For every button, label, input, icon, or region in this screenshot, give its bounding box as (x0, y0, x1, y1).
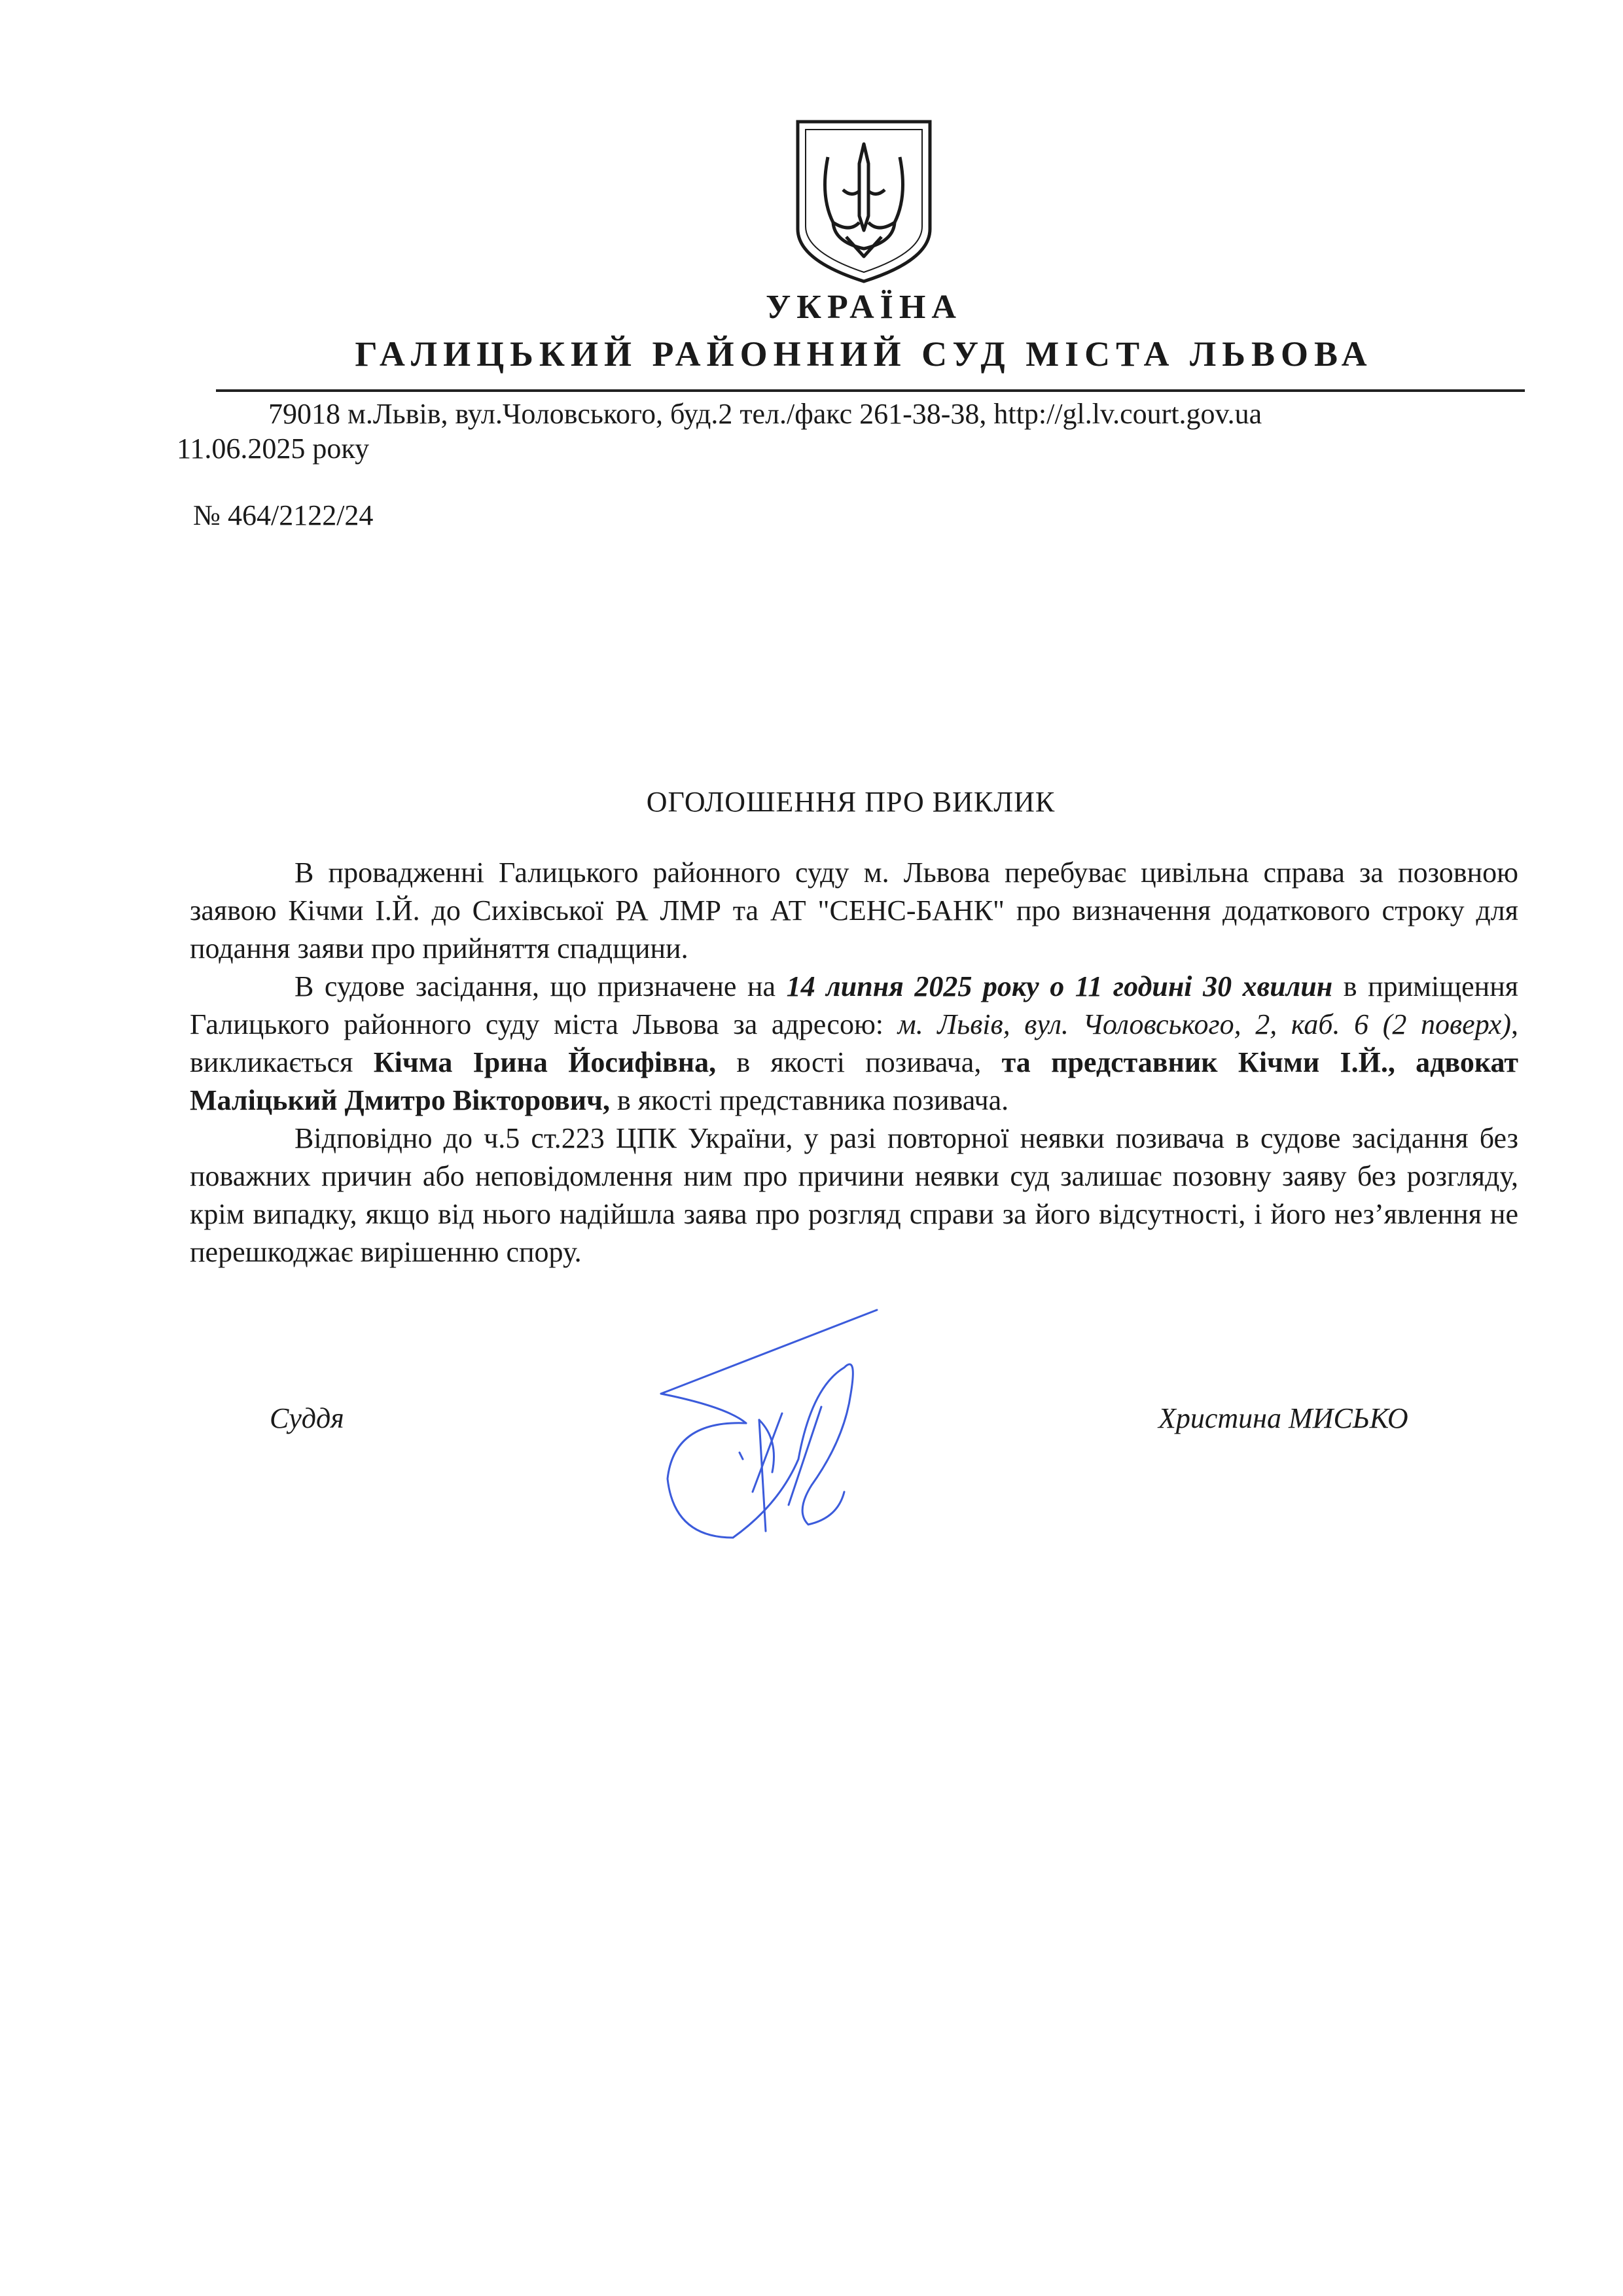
paragraph-proceedings: В провадженні Галицького районного суду м. Львова перебуває цивільна справа за позовною заявою Кічми І.Й. до Сихівської РА ЛМР та АТ "СЕНС-БАНК" про визначення додаткового строку для подання заяви про прийняття спадщини. (190, 857, 1518, 964)
coat-of-arms-icon (794, 118, 934, 285)
plaintiff-name: Кічма Ірина Йосифівна, (373, 1046, 717, 1078)
summons-text: В судове засідання, що призначене на (294, 970, 787, 1002)
header-divider (216, 389, 1525, 392)
paragraph-summons (190, 968, 1518, 1120)
handwritten-signature (648, 1309, 897, 1557)
summons-text: в якості позивача, (716, 1046, 1002, 1078)
summons-text: в якості представника позивача. (609, 1084, 1009, 1116)
representative-name: та представник Кічми І.Й., адвокат Маліцький Дмитро Вікторович, (190, 1046, 1519, 1116)
court-name: ГАЛИЦЬКИЙ РАЙОННИЙ СУД МІСТА ЛЬВОВА (355, 334, 1373, 374)
judge-label: Суддя (270, 1402, 344, 1434)
document-heading: ОГОЛОШЕННЯ ПРО ВИКЛИК (646, 786, 1056, 818)
hearing-datetime: 14 липня 2025 року о 11 годині 30 хвилин (786, 970, 1333, 1002)
case-number: № 464/2122/24 (193, 499, 374, 531)
hearing-address: м. Львів, вул. Чоловського, 2, каб. 6 (2 поверх) (897, 1008, 1511, 1040)
summons-text: , викликається (190, 1008, 1518, 1078)
document-body (190, 854, 1518, 1271)
document-date: 11.06.2025 року (177, 433, 370, 465)
judge-name: Христина МИСЬКО (1158, 1402, 1408, 1434)
country-name: УКРАЇНА (766, 289, 962, 326)
paragraph-legal-basis: Відповідно до ч.5 ст.223 ЦПК України, у разі повторної неявки позивача в судове засідання без поважних причин або неповідомлення ним про причини неявки суд залишає позовну заяву без розгляду, крім випадку, якщо від нього надійшла заява про розгляд справи за його відсутності, і його нез’явлення не перешкоджає вирішенню спору. (190, 1122, 1518, 1268)
court-address: 79018 м.Львів, вул.Чоловського, буд.2 тел./факс 261-38-38, http://gl.lv.court.gov.ua (268, 398, 1262, 430)
summons-text: в приміщення Галицького районного суду міста Львова за адресою: (190, 970, 1518, 1040)
